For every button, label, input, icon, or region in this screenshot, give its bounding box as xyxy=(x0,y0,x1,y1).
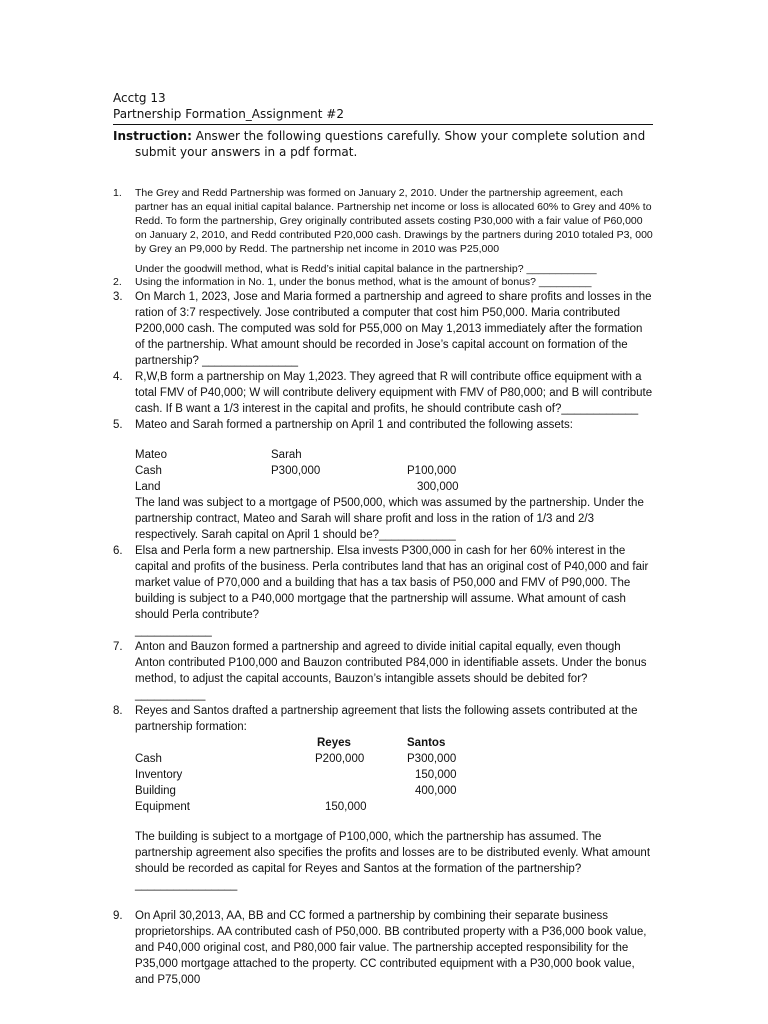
asset-row xyxy=(135,799,653,815)
document-page xyxy=(113,90,653,988)
question-number: 3. xyxy=(113,291,123,303)
instruction-text: Answer the following questions carefully. Show your complete solution and submit your answers in a pdf format. xyxy=(135,129,646,159)
asset-label: Cash xyxy=(135,465,162,477)
column-header: Santos xyxy=(407,737,446,749)
question-number: 8. xyxy=(113,705,123,717)
question-8-followup: The building is subject to a mortgage of P100,000, which the partnership has assumed. The partnership agreement also specifies the profits and losses are to be distributed evenly. What amount should be recorded as capital for Reyes and Santos at the formation of the partnership?________________ xyxy=(135,831,651,891)
asset-label: Equipment xyxy=(135,801,190,813)
question-9-text: On April 30,2013, AA, BB and CC formed a partnership by combining their separate business proprietorships. AA contributed cash of P50,000. BB contributed property with a P36,000 book value, and P40,000 original cost, and P80,000 fair value. The partnership accepted responsibility for the P35,000 mortgage attached to the property. CC contributed equipment with a P30,000 book value, and P75,000 xyxy=(135,910,647,986)
instruction xyxy=(113,128,653,160)
question-3 xyxy=(113,289,653,369)
question-1-prompt: Under the goodwill method, what is Redd’s initial capital balance in the partnership? ____________ xyxy=(135,263,597,275)
asset-row xyxy=(135,479,653,495)
column-header: Mateo xyxy=(135,449,167,461)
asset-value: P300,000 xyxy=(271,465,321,477)
asset-value: 400,000 xyxy=(415,785,457,797)
question-number: 6. xyxy=(113,545,123,557)
column-header: Sarah xyxy=(271,449,302,461)
asset-label: Land xyxy=(135,481,161,493)
question-9 xyxy=(113,908,653,988)
question-3-text: On March 1, 2023, Jose and Maria formed a partnership and agreed to share profits and losses in the ration of 3:7 respectively. Jose contributed a computer that cost him P50,000. Maria contributed P200,000 cash. The computed was sold for P55,000 on May 1,2013 immediately after the formation of the partnership. What amount should be recorded in Jose’s capital account on formation of the partnership? _______________ xyxy=(135,291,652,367)
question-2-text: Using the information in No. 1, under the bonus method, what is the amount of bonus? _________ xyxy=(135,276,592,288)
asset-table-header xyxy=(135,735,653,751)
question-1-text: The Grey and Redd Partnership was formed on January 2, 2010. Under the partnership agreement, each partner has an equal initial capital balance. Partnership net income or loss is allocated 60% to Grey and 40% to Redd. To form the partnership, Grey originally contributed assets costing P30,000 with a fair value of P60,000 on January 2, 2010, and Redd contributed P20,000 cash. Drawings by the partners during 2010 totaled P3, 000 by Grey an P9,000 by Redd. The partnership net income in 2010 was P25,000 xyxy=(135,187,653,255)
question-4-text: R,W,B form a partnership on May 1,2023. They agreed that R will contribute office equipment with a total FMV of P40,000; W will contribute delivery equipment with FMV of P80,000; and B will contribute cash. If B want a 1/3 interest in the capital and profits, he should contribute cash of?____________ xyxy=(135,371,653,415)
question-number: 1. xyxy=(113,187,122,199)
asset-row xyxy=(135,783,653,799)
question-4 xyxy=(113,369,653,417)
question-number: 7. xyxy=(113,641,123,653)
assignment-title: Partnership Formation_Assignment #2 xyxy=(113,107,344,121)
question-number: 2. xyxy=(113,276,122,288)
asset-value: 150,000 xyxy=(415,769,457,781)
asset-label: Cash xyxy=(135,753,162,765)
asset-table-header xyxy=(135,447,653,463)
asset-label: Inventory xyxy=(135,769,183,781)
question-6 xyxy=(113,543,653,639)
column-header: Reyes xyxy=(317,737,351,749)
asset-value: P100,000 xyxy=(407,465,457,477)
instruction-label: Instruction: xyxy=(113,129,192,143)
question-1 xyxy=(113,186,653,276)
asset-value: P300,000 xyxy=(407,753,457,765)
asset-label: Building xyxy=(135,785,176,797)
question-5 xyxy=(113,417,653,543)
question-number: 4. xyxy=(113,371,123,383)
question-7-text: Anton and Bauzon formed a partnership and agreed to divide initial capital equally, even though Anton contributed P100,000 and Bauzon contributed P84,000 in identifiable assets. Under the bonus method, to adjust the capital accounts, Bauzon’s intangible assets should be debited for?___________ xyxy=(135,641,647,701)
asset-row xyxy=(135,751,653,767)
asset-value: 300,000 xyxy=(417,481,459,493)
asset-value: P200,000 xyxy=(315,753,365,765)
question-8 xyxy=(113,703,653,893)
course-code: Acctg 13 xyxy=(113,91,166,105)
question-5-followup: The land was subject to a mortgage of P500,000, which was assumed by the partnership. Under the partnership contract, Mateo and Sarah will share profit and loss in the ration of 1/3 and 2/3 respectively. Sarah capital on April 1 should be?____________ xyxy=(135,497,644,541)
answer-blank: ____________ xyxy=(135,625,212,637)
question-number: 5. xyxy=(113,419,123,431)
question-number: 9. xyxy=(113,910,123,922)
asset-row xyxy=(135,767,653,783)
asset-row xyxy=(135,463,653,479)
question-7 xyxy=(113,639,653,703)
question-8-text: Reyes and Santos drafted a partnership agreement that lists the following assets contributed at the partnership formation: xyxy=(135,705,638,733)
question-6-text: Elsa and Perla form a new partnership. Elsa invests P300,000 in cash for her 60% interest in the capital and profits of the business. Perla contributes land that has an original cost of P40,000 and fair market value of P70,000 and a building that has a tax basis of P50,000 and FMV of P90,000. The building is subject to a P40,000 mortgage that the partnership will assume. What amount of cash should Perla contribute? xyxy=(135,545,649,621)
question-2 xyxy=(113,276,653,289)
asset-value: 150,000 xyxy=(325,801,367,813)
question-5-text: Mateo and Sarah formed a partnership on April 1 and contributed the following assets: xyxy=(135,419,573,431)
title-divider xyxy=(113,124,653,125)
